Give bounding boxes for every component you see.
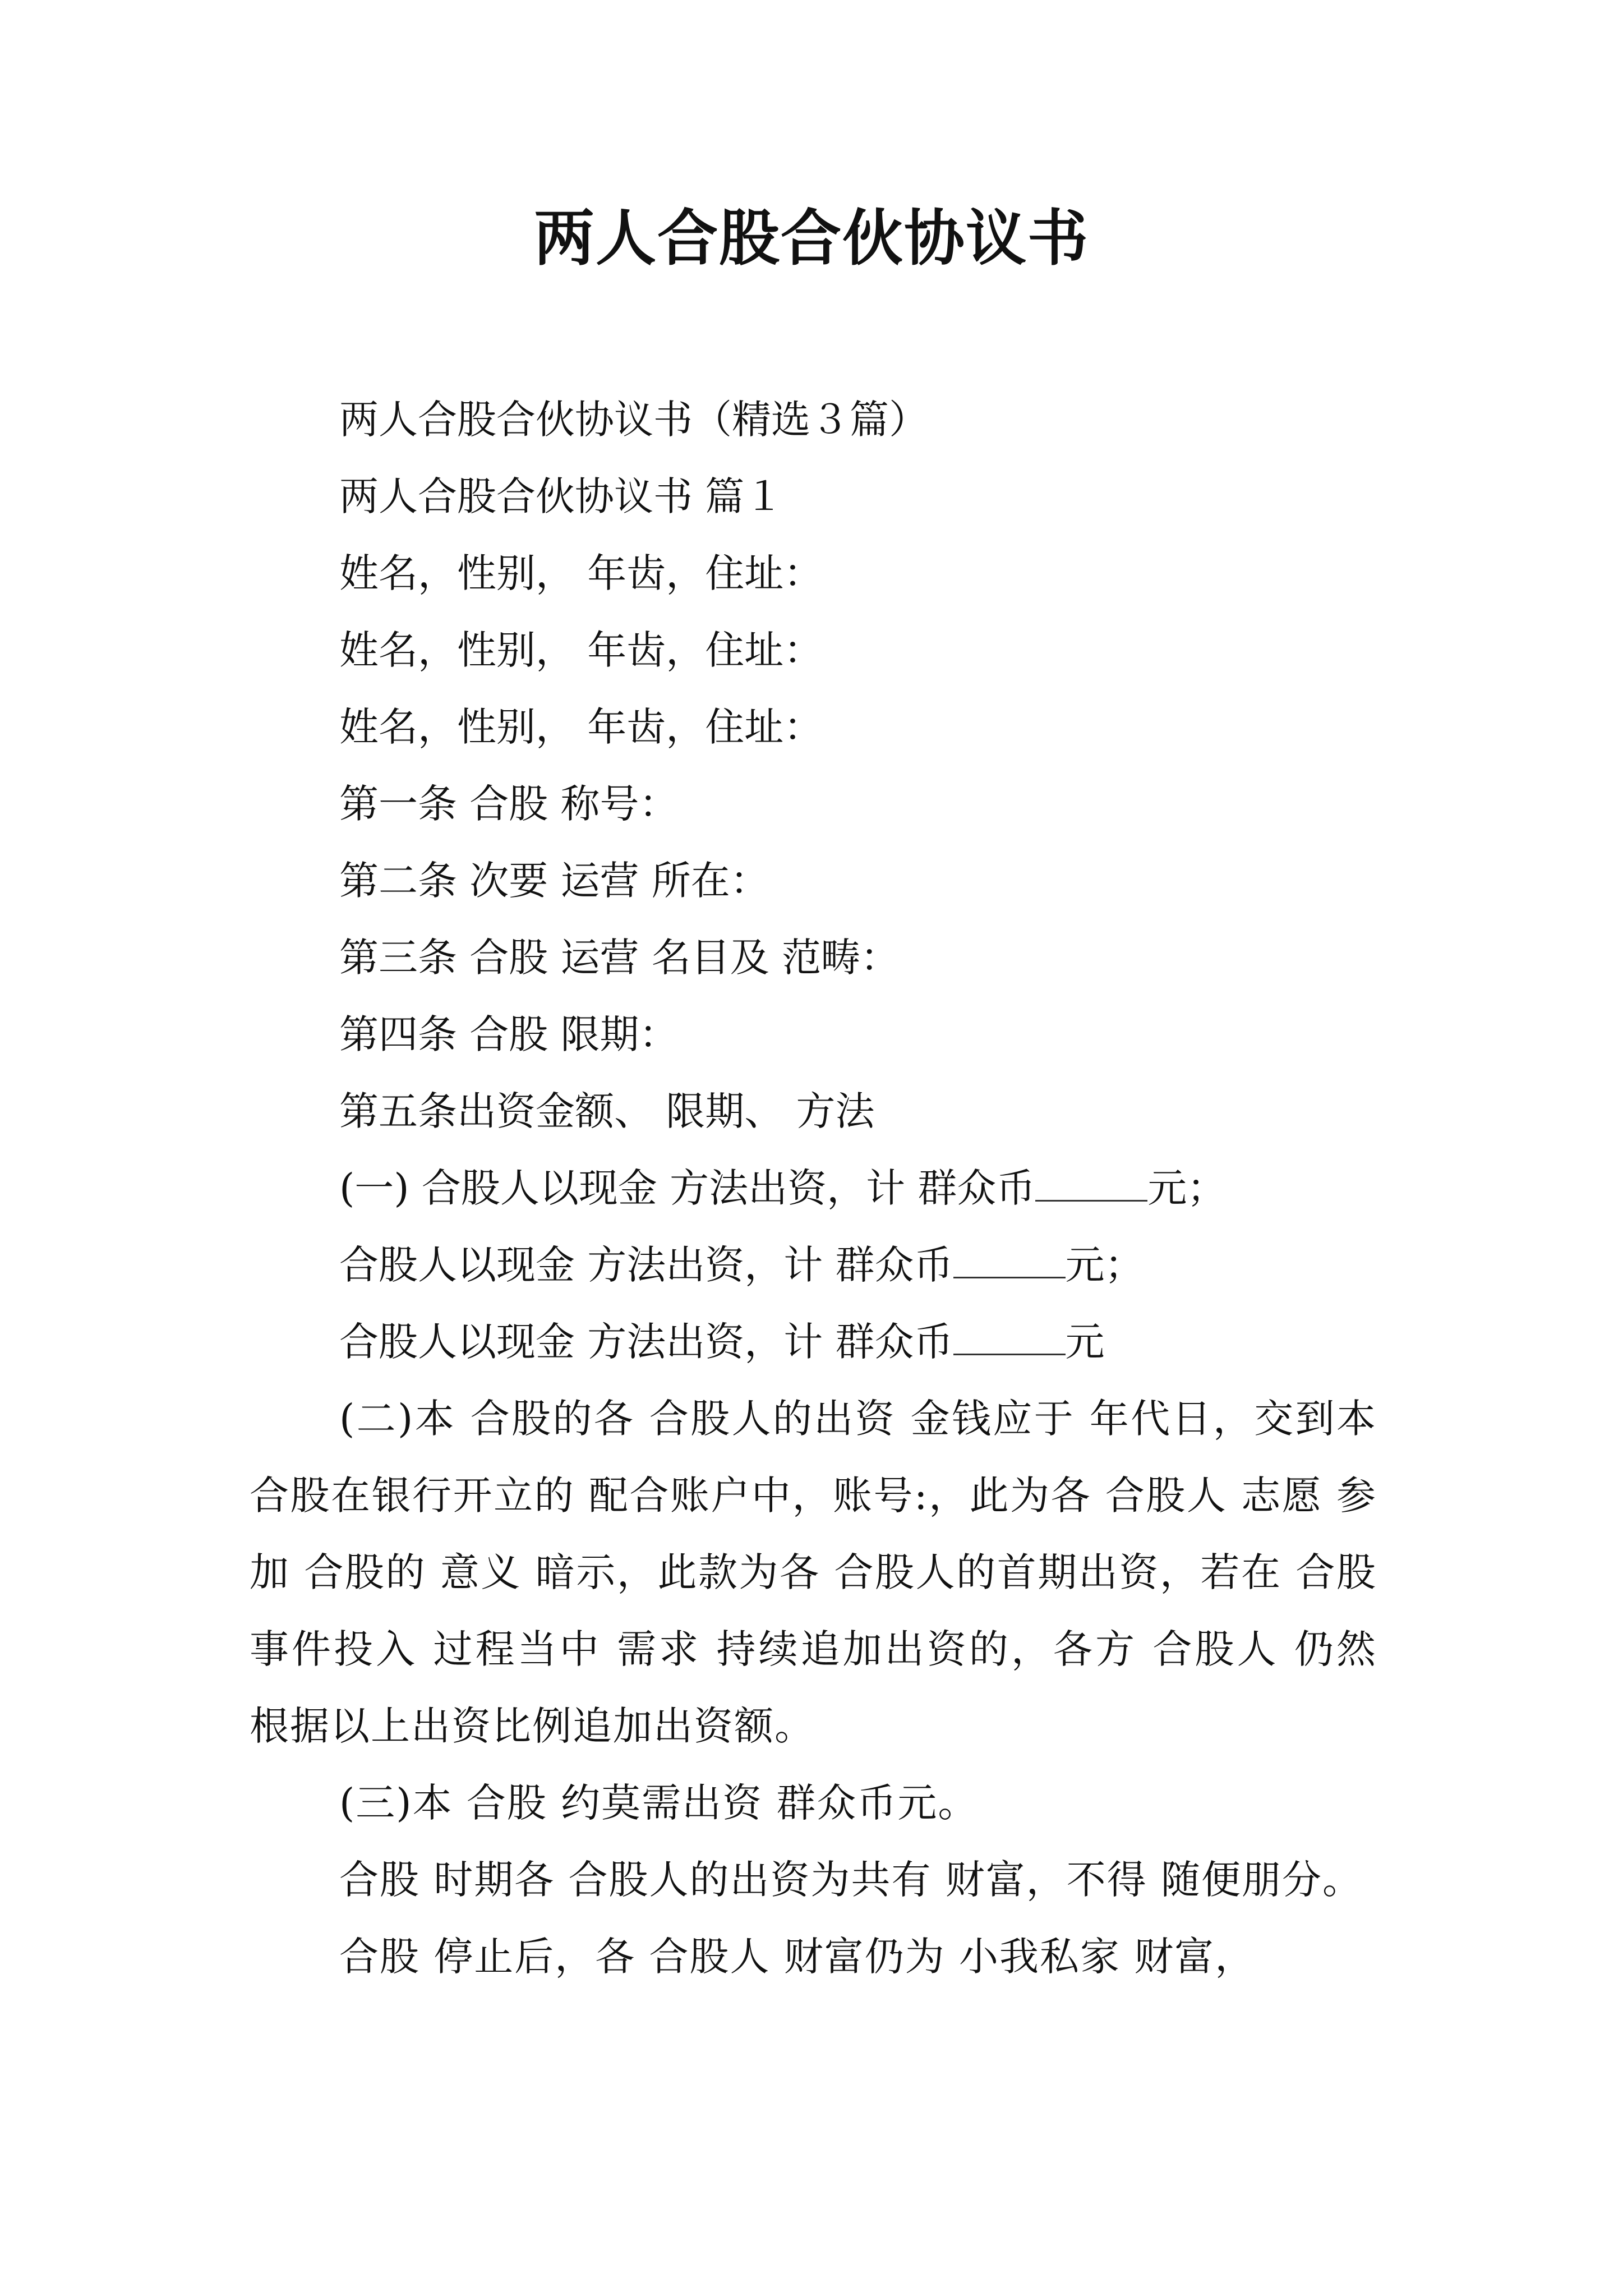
document-body: [250, 381, 1377, 1995]
contribution-line: [250, 1150, 1377, 1227]
amount-blank: [953, 1320, 1066, 1355]
contribution-text: (一) 合股人以现金 方法出资，计 群众币: [339, 1165, 1036, 1211]
paragraph: (二)本 合股的各 合股人的出资 金钱应于 年代日，交到本 合股在银行开立的 配合账户中，账号:，此为各 合股人 志愿 参加 合股的 意义 暗示，此款为各 合股人的首期出资，若在 合股 事件投入 过程当中 需求 持续追加出资的，各方 合股人 仍然 根据以上出资比例追加出资额。: [250, 1396, 1377, 1749]
article-line: 第一条 合股 称号：: [339, 781, 679, 827]
party-line: 姓名，性别， 年齿，住址：: [339, 704, 823, 750]
paragraph: 合股 停止后，各 合股人 财富仍为 小我私家 财富，: [339, 1934, 1256, 1980]
document-subtitle: 两人合股合伙协议书（精选３篇）: [339, 397, 928, 443]
article-line: 第二条 次要 运营 所在：: [339, 858, 769, 904]
article-line: 第五条出资金额、 限期、 方法: [339, 1088, 875, 1134]
party-line: 姓名，性别， 年齿，住址：: [339, 550, 823, 596]
contribution-line: [250, 1227, 1377, 1304]
chapter-heading: 两人合股合伙协议书 篇１: [339, 473, 784, 519]
article-line: 第三条 合股 运营 名目及 范畴：: [339, 935, 900, 981]
document-title: 两人合股合伙协议书: [533, 203, 1089, 274]
contribution-text: 合股人以现金 方法出资，计 群众币: [339, 1242, 953, 1288]
amount-blank: [1035, 1166, 1147, 1202]
contribution-unit: 元；: [1147, 1165, 1227, 1211]
contribution-line: [250, 1304, 1377, 1381]
article-line: 第四条 合股 限期：: [339, 1011, 679, 1057]
contribution-unit: 元: [1065, 1319, 1105, 1365]
contribution-text: 合股人以现金 方法出资，计 群众币: [339, 1319, 953, 1365]
contribution-unit: 元；: [1065, 1242, 1144, 1288]
paragraph: (三)本 合股 约莫需出资 群众币元。: [339, 1780, 979, 1826]
paragraph: 合股 时期各 合股人的出资为共有 财富，不得 随便朋分。: [339, 1857, 1363, 1903]
party-line: 姓名，性别， 年齿，住址：: [339, 627, 823, 673]
amount-blank: [953, 1243, 1066, 1278]
